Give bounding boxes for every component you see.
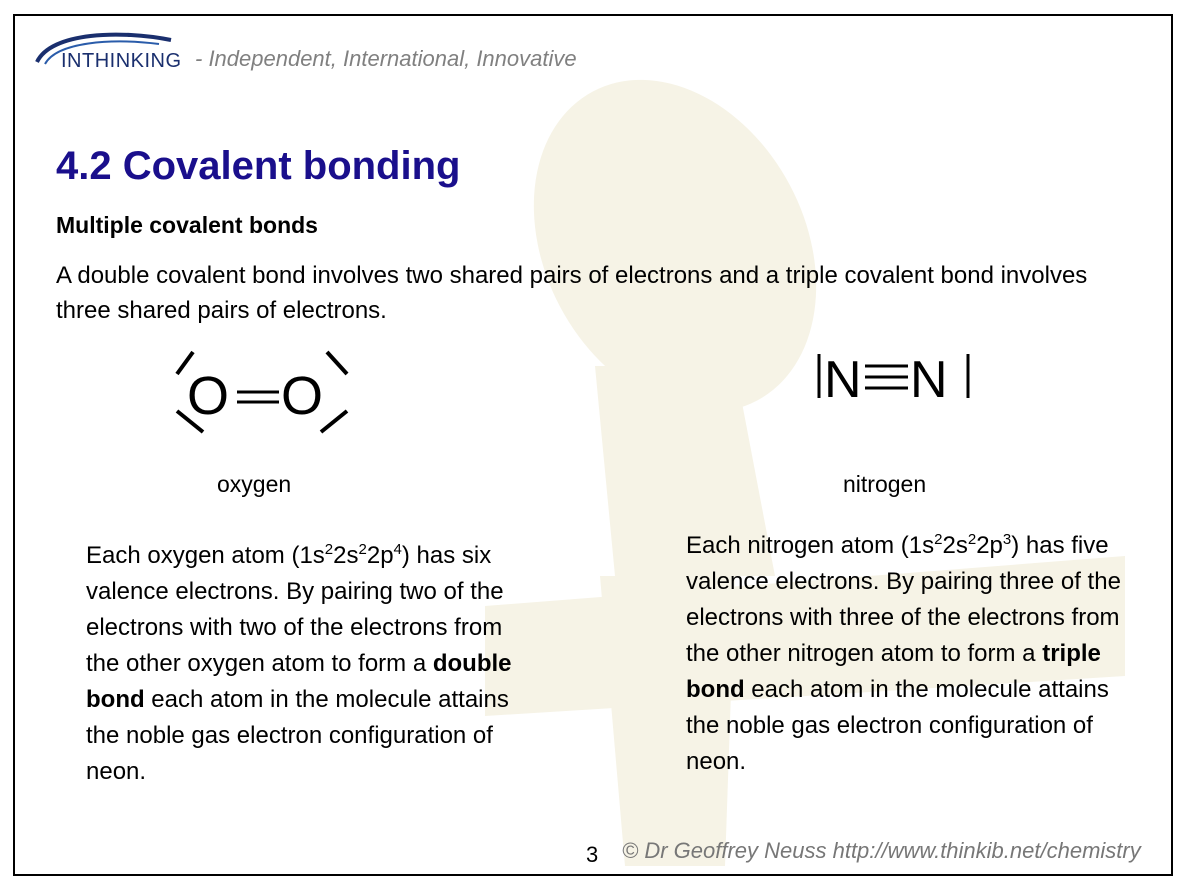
para-text: each atom in the molecule attains the noble gas electron configuration of neon. [686,676,1109,775]
atom-label-n1: N [824,351,862,406]
superscript: 2 [324,541,334,558]
para-text: ) has five valence electrons. By pairing three of the electrons with three of the electrons from the other nitrogen atom to form a [686,532,1121,667]
para-text: 2p [366,542,394,569]
para-text: Each oxygen atom (1s [86,542,325,569]
oxygen-lewis-structure [155,346,365,446]
para-text: 2p [976,532,1003,559]
page-number: 3 [586,842,599,867]
lone-pair-line [321,411,347,432]
superscript: 3 [1002,531,1012,548]
para-text: Each nitrogen atom (1s [686,532,935,559]
atom-label-o1: O [187,366,230,426]
atom-label-o2: O [281,366,324,426]
superscript: 2 [934,531,943,548]
superscript: 4 [393,541,402,558]
tagline: - Independent, International, Innovative [195,46,577,71]
lone-pair-line [327,352,347,374]
slide [13,14,1173,876]
nitrogen-paragraph [686,528,1146,780]
nitrogen-caption: nitrogen [843,471,927,497]
oxygen-paragraph [86,538,516,790]
intro-text: A double covalent bond involves two shared pairs of electrons and a triple covalent bond involves three shared pairs of electrons. [56,262,1088,324]
oxygen-caption: oxygen [217,471,292,497]
superscript: 2 [967,531,977,548]
para-text: 2s [942,532,968,559]
para-text: 2s [333,542,359,569]
superscript: 2 [358,541,367,558]
atom-label-n2: N [910,351,948,406]
copyright-text: © Dr Geoffrey Neuss http://www.thinkib.net/chemistry [622,838,1141,863]
para-text: ) has six valence electrons. By pairing two of the electrons with two of the electrons from the other oxygen atom to form a [86,542,504,677]
bold-term: triple bond [686,640,1101,703]
logo-text: INTHINKING [61,50,182,72]
bold-term: double bond [86,650,512,713]
para-text: each atom in the molecule attains the noble gas electron configuration of neon. [86,686,509,785]
slide-subtitle: Multiple covalent bonds [56,212,318,238]
nitrogen-lewis-structure [810,346,990,406]
slide-title: 4.2 Covalent bonding [56,144,461,188]
